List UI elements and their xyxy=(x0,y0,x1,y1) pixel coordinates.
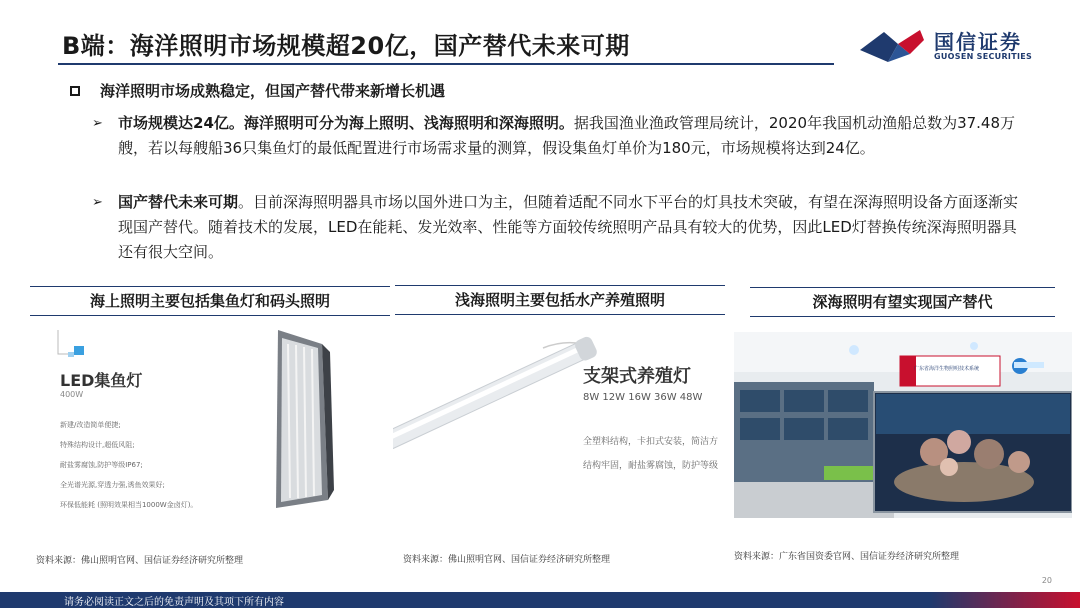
source-note: 资料来源：佛山照明官网、国信证券经济研究所整理 xyxy=(36,556,244,566)
square-bullet-icon xyxy=(70,86,80,96)
product-title: LED集鱼灯 xyxy=(60,371,143,390)
page-number: 20 xyxy=(1041,576,1052,585)
sub-bullet-bold: 市场规模达24亿。海洋照明可分为海上照明、浅海照明和深海照明。 xyxy=(118,114,574,132)
feature-line: 结构牢固，耐盐雾腐蚀，防护等级 xyxy=(583,461,719,471)
source-note: 资料来源：佛山照明官网、国信证券经济研究所整理 xyxy=(403,555,611,565)
company-logo xyxy=(858,24,1058,68)
feature-line: 新建/改造简单便捷; xyxy=(60,421,121,429)
logo-english-name: GUOSEN SECURITIES xyxy=(934,52,1033,61)
arrow-bullet-icon: ➢ xyxy=(92,195,103,210)
image-deep-sea-lab xyxy=(734,332,1072,518)
sub-bullet-text: 据我国渔业渔政管理局统计，2020年我国机动渔船总数为37.48万艘，若以每艘船36只集鱼灯的最低配置进行市场需求量的测算，假设集鱼灯单价为180元，市场规模将达到24亿。 xyxy=(118,114,1016,157)
feature-line: 特殊结构设计,超低风阻; xyxy=(60,441,135,449)
lab-sign-text: 广东省海洋生物照明技术系统 xyxy=(914,366,980,372)
feature-line: 全光谱光源,穿透力强,诱鱼效果好; xyxy=(60,481,165,489)
logo-chinese-name: 国信证券 xyxy=(934,30,1022,54)
feature-line: 耐盐雾腐蚀,防护等级IP67; xyxy=(60,461,143,469)
footer-bar xyxy=(0,592,1080,608)
product-wattage: 8W 12W 16W 36W 48W xyxy=(583,392,703,403)
sub-bullet-market-size xyxy=(92,111,1022,161)
panel-heading-deep: 深海照明有望实现国产替代 xyxy=(750,287,1055,317)
disclaimer-text: 请务必阅读正文之后的免责声明及其项下所有内容 xyxy=(64,597,284,608)
source-note: 资料来源：广东省国资委官网、国信证券经济研究所整理 xyxy=(734,552,960,562)
image-aquaculture-lamp xyxy=(393,330,733,520)
panel-heading-shallow: 浅海照明主要包括水产养殖照明 xyxy=(395,285,725,315)
footer-accent xyxy=(930,592,1080,608)
product-wattage: 400W xyxy=(60,390,84,399)
main-bullet-text: 海洋照明市场成熟稳定，但国产替代带来新增长机遇 xyxy=(100,82,446,100)
page-title: B端：海洋照明市场规模超20亿，国产替代未来可期 xyxy=(62,32,630,60)
arrow-bullet-icon: ➢ xyxy=(92,116,103,131)
feature-line: 环保低能耗 (照明效果相当1000W金卤灯)。 xyxy=(60,501,198,509)
guosen-logo-icon xyxy=(858,28,926,64)
sub-bullet-text: 。目前深海照明器具市场以国外进口为主，但随着适配不同水下平台的灯具技术突破，有望在深海照明设备方面逐渐实现国产替代。随着技术的发展，LED在能耗、发光效率、性能等方面较传统照明产品具有较大的优势，因此LED灯替换传统深海照明器具还有很大空间。 xyxy=(118,193,1019,261)
image-led-fishing-lamp xyxy=(40,322,340,522)
title-underline xyxy=(58,63,834,65)
main-bullet xyxy=(70,80,445,101)
feature-line: 全塑料结构，卡扣式安装，简洁方 xyxy=(583,437,719,447)
tube-lamp-illustration xyxy=(393,330,733,520)
sub-bullet-bold: 国产替代未来可期 xyxy=(118,193,239,211)
lab-photo-illustration xyxy=(734,332,1072,518)
sub-bullet-substitution xyxy=(92,190,1022,265)
product-title: 支架式养殖灯 xyxy=(583,366,691,387)
panel-heading-sea: 海上照明主要包括集鱼灯和码头照明 xyxy=(30,286,390,316)
